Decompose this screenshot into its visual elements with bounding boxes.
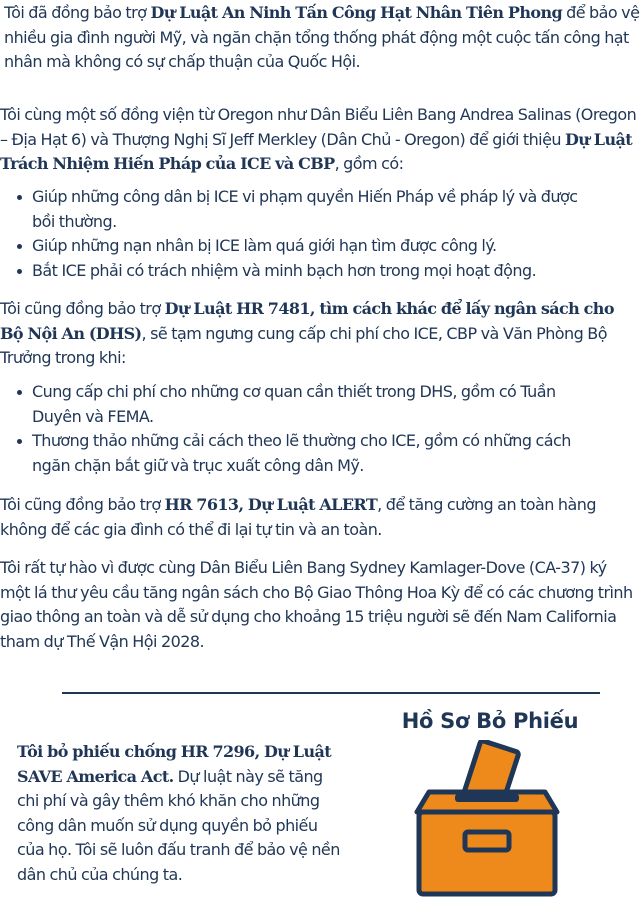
list-item: Thương thảo những cải cách theo lẽ thường cho ICE, gồm có những cách ngăn chặn bắt giữ và trục xuất công dân Mỹ. <box>0 429 592 478</box>
list-item: Giúp những nạn nhân bị ICE làm quá giới hạn tìm được công lý. <box>0 234 592 259</box>
section-divider <box>62 692 600 694</box>
ballot-box-icon <box>407 740 567 900</box>
paragraph-text: Tôi cũng đồng bảo trợ <box>0 299 165 318</box>
paragraph-hr-7613 <box>0 493 640 542</box>
bill-name: HR 7613, Dự Luật ALERT <box>164 495 378 514</box>
list-item: Bắt ICE phải có trách nhiệm và minh bạch hơn trong mọi hoạt động. <box>0 259 592 284</box>
vote-explanation: Dự luật này sẽ tăng chi phí và gây thêm khó khăn cho những công dân muốn sử dụng quyền bỏ phiếu của họ. Tôi sẽ luôn đấu tranh để bảo vệ nền dân chủ của chúng ta. <box>17 766 340 884</box>
paragraph-text: , sẽ tạm ngưng cung cấp chi phí cho ICE, CBP và Văn Phòng Bộ Trưởng trong khi: <box>0 323 607 367</box>
ice-accountability-list <box>0 185 640 283</box>
vote-statement: Tôi bỏ phiếu chống HR 7296, Dự Luật SAVE America Act. <box>17 742 332 786</box>
bill-name: Dự Luật HR 7481, tìm cách khác để lấy ngân sách cho Bộ Nội An (DHS) <box>0 299 614 343</box>
paragraph-text: Tôi cũng đồng bảo trợ <box>0 495 165 514</box>
paragraph-text: Tôi rất tự hào vì được cùng Dân Biểu Liên Bang Sydney Kamlager-Dove (CA-37) ký một lá thư yêu cầu tăng ngân sách cho Bộ Giao Thông Hoa Kỳ để có các chương trình giao thông an toàn và dễ sử dụng cho khoảng 15 triệu người sẽ đến Nam California tham dự Thế Vận Hội 2028. <box>0 558 633 651</box>
paragraph-olympics-transport <box>0 556 640 654</box>
paragraph-text: để bảo vệ nhiều gia đình người Mỹ, và ngăn chặn tổng thống phát động một cuộc tấn công hạt nhân mà không có sự chấp thuận của Quốc Hội. <box>4 3 640 71</box>
bill-name: Dự Luật Trách Nhiệm Hiến Pháp của ICE và CBP <box>0 129 633 173</box>
bill-name: Dự Luật An Ninh Tấn Công Hạt Nhân Tiên Phong <box>150 3 563 22</box>
dhs-funding-list <box>0 380 640 478</box>
voting-record-title: Hồ Sơ Bỏ Phiếu <box>401 709 579 733</box>
paragraph-nuclear-security <box>0 1 640 75</box>
paragraph-ice-cbp-accountability <box>0 103 640 177</box>
paragraph-text: Tôi cùng một số đồng viện từ Oregon như Dân Biểu Liên Bang Andrea Salinas (Oregon – Địa Hạt 6) và Thượng Nghị Sĩ Jeff Merkley (Dân Chủ - Oregon) để giới thiệu <box>0 105 637 149</box>
list-item: Giúp những công dân bị ICE vi phạm quyền Hiến Pháp về pháp lý và được bồi thường. <box>0 185 592 234</box>
paragraph-text: , để tăng cường an toàn hàng không để các gia đình có thể đi lại tự tin và an toàn. <box>0 495 596 539</box>
paragraph-hr-7481 <box>0 297 640 371</box>
paragraph-text: , gồm có: <box>334 154 404 173</box>
voting-record-text <box>17 740 347 887</box>
list-item: Cung cấp chi phí cho những cơ quan cần thiết trong DHS, gồm có Tuần Duyên và FEMA. <box>0 380 592 429</box>
paragraph-text: Tôi đã đồng bảo trợ <box>4 3 151 22</box>
